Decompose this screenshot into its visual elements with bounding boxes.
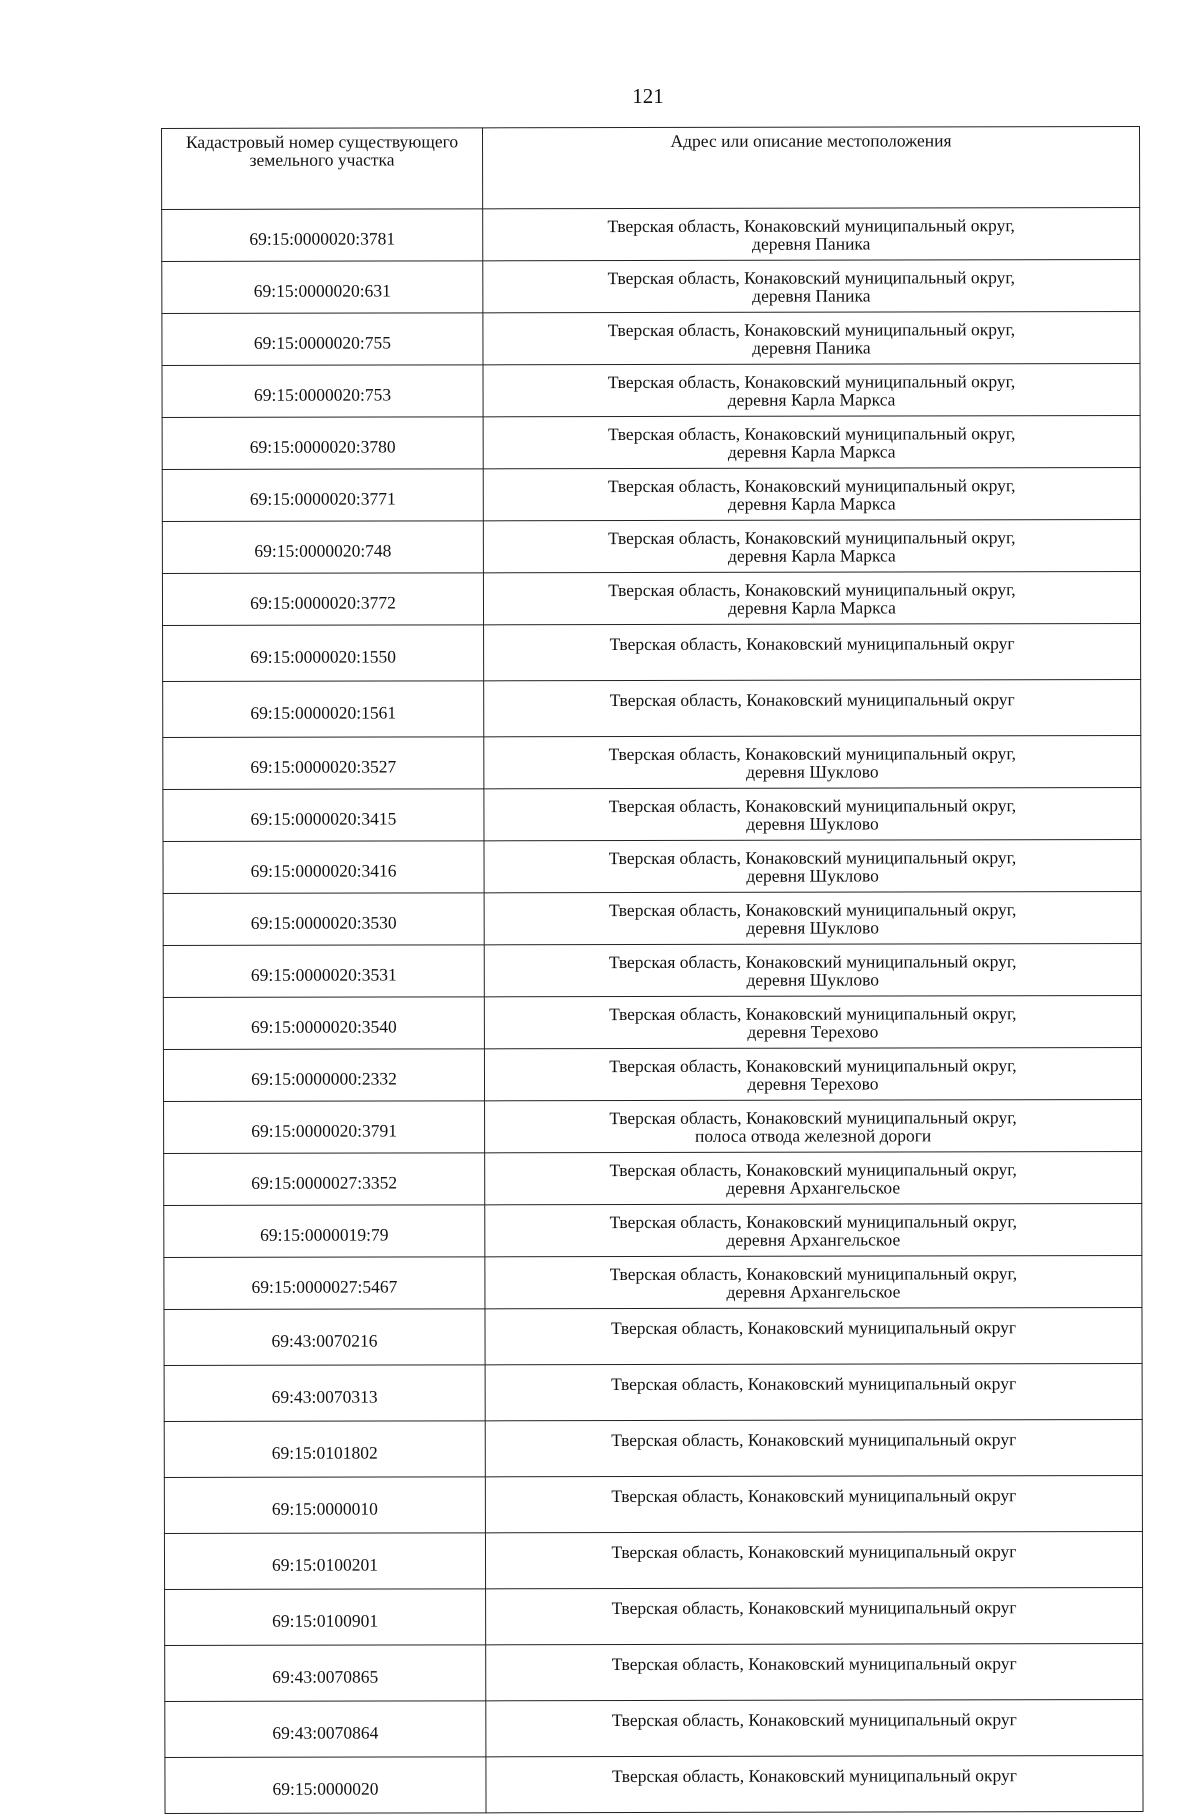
address-line-region: Тверская область, Конаковский муниципальный округ, <box>607 422 1016 444</box>
cadastral-number-cell: 69:43:0070216 <box>164 1309 485 1366</box>
table-row <box>162 259 1140 313</box>
address-cell <box>484 623 1141 680</box>
address-line-region: Тверская область, Конаковский муниципальный округ <box>611 1485 1017 1507</box>
address-line-locality: деревня Карла Маркса <box>728 544 896 566</box>
cadastral-number-cell: 69:43:0070864 <box>165 1701 486 1758</box>
cadastral-number-cell: 69:15:0000027:5467 <box>164 1257 485 1310</box>
address-cell <box>483 207 1140 260</box>
address-line-region: Тверская область, Конаковский муниципальный округ, <box>609 1002 1017 1024</box>
cadastral-number-cell: 69:15:0100901 <box>165 1589 486 1646</box>
table-row <box>164 1255 1142 1309</box>
address-cell <box>484 1047 1141 1100</box>
cadastral-number-cell: 69:43:0070865 <box>165 1645 486 1702</box>
cadastral-number-cell: 69:15:0100201 <box>164 1533 485 1590</box>
address-cell <box>484 891 1141 944</box>
address-line-region: Тверская область, Конаковский муниципальный округ <box>611 1765 1017 1787</box>
cadastral-number-cell: 69:15:0000010 <box>164 1477 485 1534</box>
address-line-region: Тверская область, Конаковский муниципальный округ, <box>609 1262 1018 1284</box>
table-row <box>162 311 1140 365</box>
address-line-locality: деревня Карла Маркса <box>727 492 896 514</box>
address-cell <box>483 363 1140 416</box>
address-line-locality: деревня Карла Маркса <box>727 388 896 410</box>
address-line-region: Тверская область, Конаковский муниципальный округ, <box>607 318 1016 340</box>
address-cell <box>486 1755 1143 1812</box>
cadastral-number-cell: 69:15:0000020:3416 <box>163 841 484 894</box>
address-line-locality: деревня Карла Маркса <box>728 596 896 618</box>
address-line-locality: деревня Шуклово <box>746 812 879 834</box>
address-cell <box>485 1307 1142 1364</box>
address-cell <box>486 1699 1143 1756</box>
cadastral-number-cell: 69:15:0000020 <box>165 1757 486 1814</box>
address-cell <box>483 519 1140 572</box>
cadastral-number-cell: 69:15:0000020:3772 <box>162 573 483 626</box>
address-line-region: Тверская область, Конаковский муниципальный округ, <box>608 474 1016 496</box>
table-row <box>163 1047 1141 1101</box>
address-cell <box>485 1363 1142 1420</box>
address-cell <box>484 839 1141 892</box>
address-line-locality: деревня Терехово <box>747 1020 879 1042</box>
table-row <box>164 1363 1142 1421</box>
page-number: 121 <box>632 84 664 108</box>
address-line-region: Тверская область, Конаковский муниципальный округ, <box>608 742 1017 764</box>
table-row <box>162 467 1140 521</box>
address-line-region: Тверская область, Конаковский муниципальный округ, <box>609 1158 1017 1180</box>
address-cell <box>486 1587 1143 1644</box>
cadastral-number-cell: 69:15:0000020:3791 <box>164 1101 485 1154</box>
address-cell <box>484 995 1141 1048</box>
address-line-region: Тверская область, Конаковский муниципальный округ, <box>609 950 1017 972</box>
address-line-region: Тверская область, Конаковский муниципальный округ, <box>607 370 1016 392</box>
cadastral-number-cell: 69:15:0000020:3527 <box>163 737 484 790</box>
address-cell <box>485 1531 1142 1588</box>
address-line-region: Тверская область, Конаковский муниципальный округ, <box>609 1210 1017 1232</box>
address-cell <box>485 1255 1142 1308</box>
cadastral-number-cell: 69:15:0000020:1550 <box>163 625 484 682</box>
table-row <box>165 1699 1143 1757</box>
address-line-region: Тверская область, Конаковский муниципальный округ <box>611 1597 1017 1619</box>
address-line-region: Тверская область, Конаковский муниципальный округ, <box>608 898 1017 920</box>
cadastral-number-cell: 69:15:0000020:631 <box>162 261 483 314</box>
table-row <box>164 1151 1142 1205</box>
cadastral-number-cell: 69:15:0000020:748 <box>162 521 483 574</box>
address-cell <box>483 467 1140 520</box>
table-body <box>162 207 1143 1813</box>
address-line-region: Тверская область, Конаковский муниципальный округ, <box>608 846 1017 868</box>
address-cell <box>485 1099 1142 1152</box>
table-row <box>163 735 1141 789</box>
cadastral-number-cell: 69:15:0000020:3781 <box>162 209 483 262</box>
header-address: Адрес или описание местоположения <box>483 126 1140 208</box>
cadastral-number-cell: 69:15:0000020:755 <box>162 313 483 366</box>
address-line-region: Тверская область, Конаковский муниципальный округ, <box>609 1054 1017 1076</box>
address-line-region: Тверская область, Конаковский муниципальный округ <box>611 1653 1017 1675</box>
cadastral-number-cell: 69:15:0000019:79 <box>164 1205 485 1258</box>
table-row <box>162 363 1140 417</box>
address-line-region: Тверская область, Конаковский муниципальный округ <box>611 1709 1017 1731</box>
address-line-region: Тверская область, Конаковский муниципальный округ, <box>608 578 1016 600</box>
address-line-locality: деревня Шуклово <box>746 916 879 938</box>
address-cell <box>485 1419 1142 1476</box>
cadastral-number-cell: 69:15:0000020:3531 <box>163 945 484 998</box>
cadastral-table <box>161 126 1144 1814</box>
cadastral-number-cell: 69:15:0101802 <box>164 1421 485 1478</box>
address-line-region: Тверская область, Конаковский муниципальный округ, <box>607 214 1015 236</box>
address-line-locality: деревня Архангельское <box>726 1280 901 1302</box>
header-cadastral-number: Кадастровый номер существующего земельного участка <box>162 128 483 210</box>
address-line-locality: деревня Шуклово <box>746 760 879 782</box>
address-cell <box>483 571 1140 624</box>
table-row <box>164 1099 1142 1153</box>
cadastral-number-cell: 69:43:0070313 <box>164 1365 485 1422</box>
address-cell <box>484 735 1141 788</box>
address-line-locality: деревня Карла Маркса <box>727 440 896 462</box>
address-cell <box>485 1475 1142 1532</box>
table-row <box>164 1531 1142 1589</box>
address-cell <box>485 1151 1142 1204</box>
address-line-locality: деревня Паника <box>752 285 871 306</box>
address-line-region: Тверская область, Конаковский муниципальный округ, <box>607 266 1016 288</box>
address-line-locality: деревня Паника <box>752 337 871 358</box>
address-line-region: Тверская область, Конаковский муниципальный округ, <box>608 526 1016 548</box>
table-row <box>165 1587 1143 1645</box>
table-row <box>163 891 1141 945</box>
table-row <box>165 1643 1143 1701</box>
cadastral-number-cell: 69:15:0000027:3352 <box>164 1153 485 1206</box>
address-cell <box>485 1203 1142 1256</box>
table-row <box>164 1475 1142 1533</box>
address-line-locality: деревня Архангельское <box>726 1228 901 1250</box>
cadastral-number-cell: 69:15:0000020:3415 <box>163 789 484 842</box>
table-row <box>163 679 1141 737</box>
address-cell <box>483 259 1140 312</box>
table-row <box>163 943 1141 997</box>
table-row <box>164 1419 1142 1477</box>
address-line-region: Тверская область, Конаковский муниципальный округ, <box>608 794 1017 816</box>
table-row <box>163 839 1141 893</box>
address-line-locality: деревня Архангельское <box>726 1176 901 1198</box>
address-line-region: Тверская область, Конаковский муниципальный округ <box>611 1541 1017 1563</box>
address-cell <box>484 679 1141 736</box>
table-row <box>162 571 1140 625</box>
address-line-region: Тверская область, Конаковский муниципальный округ <box>610 1317 1017 1339</box>
table-row <box>164 1203 1142 1257</box>
table-row <box>163 995 1141 1049</box>
cadastral-number-cell: 69:15:0000000:2332 <box>163 1049 484 1102</box>
cadastral-number-cell: 69:15:0000020:753 <box>162 365 483 418</box>
address-line-locality: деревня Шуклово <box>746 968 880 990</box>
table-row <box>162 519 1140 573</box>
address-line-region: Тверская область, Конаковский муниципальный округ, <box>609 1106 1017 1128</box>
address-line-locality: деревня Шуклово <box>746 864 879 886</box>
table-header-row <box>162 126 1140 209</box>
address-line-region: Тверская область, Конаковский муниципальный округ <box>611 1373 1017 1395</box>
address-line-region: Тверская область, Конаковский муниципальный округ <box>611 1429 1017 1451</box>
address-cell <box>484 787 1141 840</box>
table-row <box>162 207 1140 261</box>
address-cell <box>483 311 1140 364</box>
cadastral-number-cell: 69:15:0000020:3780 <box>162 417 483 470</box>
table-row <box>162 415 1140 469</box>
address-line-region: Тверская область, Конаковский муниципальный округ <box>609 633 1015 655</box>
address-cell <box>484 943 1141 996</box>
address-line-region: Тверская область, Конаковский муниципальный округ <box>609 689 1015 711</box>
address-cell <box>486 1643 1143 1700</box>
table-row <box>163 623 1141 681</box>
address-line-locality: деревня Паника <box>752 233 871 254</box>
cadastral-number-cell: 69:15:0000020:1561 <box>163 681 484 738</box>
cadastral-number-cell: 69:15:0000020:3540 <box>163 997 484 1050</box>
table-row <box>163 787 1141 841</box>
table-row <box>165 1755 1143 1813</box>
address-cell <box>483 415 1140 468</box>
table-row <box>164 1307 1142 1365</box>
cadastral-number-cell: 69:15:0000020:3771 <box>162 469 483 522</box>
address-line-locality: полоса отвода железной дороги <box>694 1124 932 1146</box>
address-line-locality: деревня Терехово <box>747 1072 879 1094</box>
cadastral-number-cell: 69:15:0000020:3530 <box>163 893 484 946</box>
